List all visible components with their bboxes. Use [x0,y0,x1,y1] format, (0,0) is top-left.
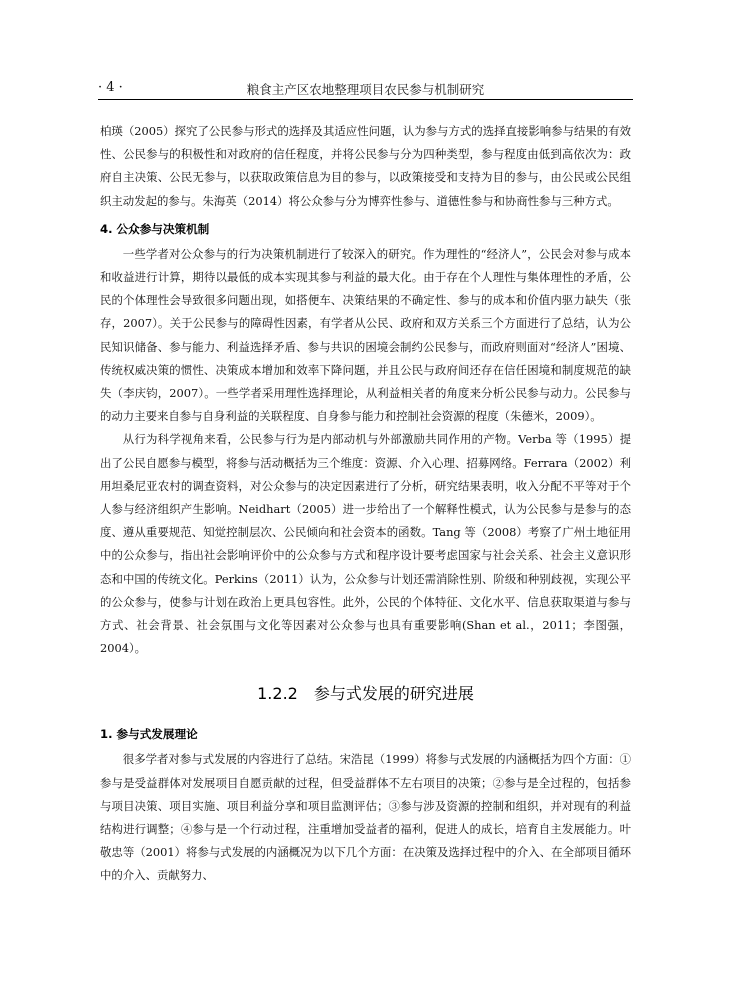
paragraph-2: 一些学者对公众参与的行为决策机制进行了较深入的研究。作为理性的“经济人”，公民会对参与成本和收益进行计算，期待以最低的成本实现其参与利益的最大化。由于存在个人理性与集体理性的矛盾，公民的个体理性会导致很多问题出现，如搭便车、决策结果的不确定性、参与的成本和价值内驱力缺失（张存，2007）。关于公民参与的障碍性因素，有学者从公民、政府和双方关系三个方面进行了总结，认为公民知识储备、参与能力、利益选择矛盾、参与共识的困境会制约公民参与，而政府则面对“经济人”困境、传统权威决策的惯性、决策成本增加和效率下降问题，并且公民与政府间还存在信任困境和制度规范的缺失（李庆钧，2007）。一些学者采用理性选择理论，从利益相关者的角度来分析公民参与动力。公民参与的动力主要来自参与自身利益的关联程度、自身参与能力和控制社会资源的程度（朱德米，2009）。 [100,246,631,424]
paragraph-3: 从行为科学视角来看，公民参与行为是内部动机与外部激励共同作用的产物。Verba 等（1995）提出了公民自愿参与模型，将参与活动概括为三个维度：资源、介入心理、招募网络。Ferrara（2002）利用坦桑尼亚农村的调查资料，对公众参与的决定因素进行了分析，研究结果表明，收入分配不平等对于个人参与经济组织产生影响。Neidhart（2005）进一步给出了一个解释性模式，认为公民参与是参与的态度、遵从重要规范、知觉控制层次、公民倾向和社会资本的函数。Tang 等（2008）考察了广州土地征用中的公众参与，指出社会影响评价中的公众参与方式和程序设计要考虑国家与社会关系、社会主义意识形态和中国的传统文化。Perkins（2011）认为，公众参与计划还需消除性别、阶级和种别歧视，实现公平的公众参与，使参与计划在政治上更具包容性。此外，公民的个体特征、文化水平、信息获取渠道与参与方式、社会背景、社会氛围与文化等因素对公众参与也具有重要影响(Shan et al.，2011；李图强，2004）。 [100,432,631,656]
header-rule [98,99,633,100]
paragraph-4: 很多学者对参与式发展的内容进行了总结。宋浩昆（1999）将参与式发展的内涵概括为四个方面：①参与是受益群体对发展项目自愿贡献的过程，但受益群体不左右项目的决策；②参与是全过程的，包括参与项目决策、项目实施、项目利益分享和项目监测评估；③参与涉及资源的控制和组织，并对现有的利益结构进行调整；④参与是一个行动过程，注重增加受益者的福利，促进人的成长，培育自主发展能力。叶敬忠等（2001）将参与式发展的内涵概况为以下几个方面：在决策及选择过程中的介入、在全部项目循环中的介入、贡献努力、 [100,752,631,883]
subheading-1: 1. 参与式发展理论 [100,727,198,742]
subheading-4: 4. 公众参与决策机制 [100,221,210,236]
running-title: 粮食主产区农地整理项目农民参与机制研究 [246,82,485,97]
page-number: · 4 · [98,80,123,95]
paragraph-1: 柏瑛（2005）探究了公民参与形式的选择及其适应性问题，认为参与方式的选择直接影响参与结果的有效性、公民参与的积极性和对政府的信任程度，并将公民参与分为四种类型，参与程度由低到高依次为：政府自主决策、公民无参与，以获取政策信息为目的参与，以政策接受和支持为目的参与，由公民或公民组织主动发起的参与。朱海英（2014）将公众参与分为博弈性参与、道德性参与和协商性参与三种方式。 [100,124,631,208]
section-number: 1.2.2 [257,684,298,704]
running-header [98,78,633,100]
body-text [100,120,631,888]
section-title: 参与式发展的研究进展 [313,684,474,704]
section-heading [100,682,631,706]
